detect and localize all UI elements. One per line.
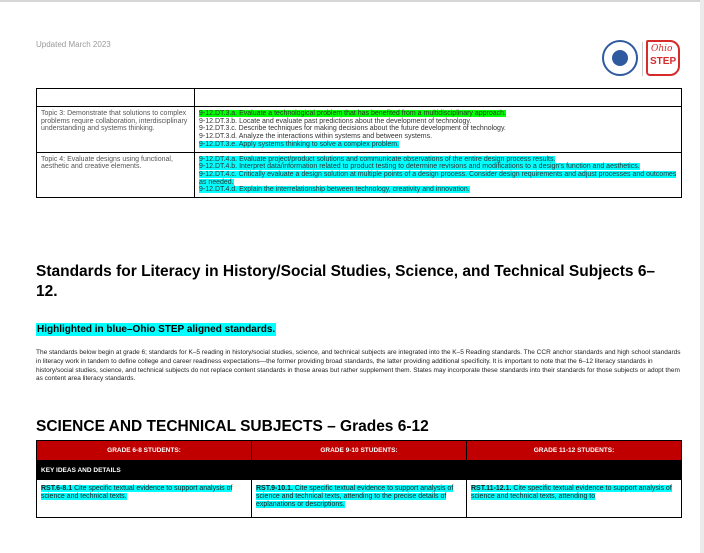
standard-item: 9-12.DT.3.d. Analyze the interactions within systems and between systems. bbox=[199, 133, 433, 141]
standard-code: RST.11-12.1. bbox=[471, 485, 512, 492]
topic-text: Topic 4: Evaluate designs using functional, aesthetic and creative elements. bbox=[41, 155, 173, 171]
section-row bbox=[37, 461, 682, 480]
topic-text: Topic 3: Demonstrate that solutions to complex problems require collaboration, interdisciplinary understanding and systems thinking. bbox=[41, 110, 188, 133]
intro-paragraph: The standards below begin at grade 6; standards for K–5 reading in history/social studies, science, and technical subjects are integrated into the K–5 Reading standards. The CCR anchor standards and high school standards in literacy work in tandem to define college and career readiness expectations—the former providing broad standards, the latter providing additional specificity. It is important to note that the 6–12 literacy standards in history/social studies, science, and technical subjects do not replace content standards in those areas but rather supplement them. States may incorporate these standards into their standards for those subjects or adopt them as content area literacy standards. bbox=[36, 349, 681, 383]
table-row bbox=[37, 107, 682, 153]
standard-item: 9-12.DT.4.d. Explain the interrelationship between technology, creativity and innovation. bbox=[199, 186, 470, 194]
standard-text: Cite specific textual evidence to support analysis of science and technical texts, attending to the precise details of explanations or descriptions. bbox=[256, 485, 454, 508]
topics-table bbox=[36, 88, 682, 198]
grades-table bbox=[36, 440, 682, 518]
science-heading: SCIENCE AND TECHNICAL SUBJECTS – Grades 6-12 bbox=[36, 418, 429, 435]
standard-code: RST.9-10.1. bbox=[256, 485, 293, 492]
grade-cell-11-12 bbox=[467, 480, 682, 518]
standard-item: 9-12.DT.4.a. Evaluate project/product solutions and communicate observations of the entire design process results. bbox=[199, 155, 556, 163]
standard-item: 9-12.DT.3.c. Describe techniques for making decisions about the future development of technology. bbox=[199, 125, 506, 133]
standard-code: RST.6-8.1 bbox=[41, 485, 73, 492]
grade-header-9-10: GRADE 9-10 STUDENTS: bbox=[252, 441, 467, 461]
section-label: KEY IDEAS AND DETAILS bbox=[37, 461, 682, 480]
step-logo-word: STEP bbox=[650, 56, 677, 67]
standard-item: 9-12.DT.3.e. Apply systems thinking to solve a complex problem. bbox=[199, 140, 399, 148]
grades-header-row bbox=[37, 441, 682, 461]
table-cell bbox=[37, 89, 195, 107]
ohio-step-logo bbox=[646, 40, 682, 80]
table-row bbox=[37, 480, 682, 518]
standard-item: 9-12.DT.4.c. Critically evaluate a design solution at multiple points of a design process. Consider design requirements and adjust processes and outcomes as needed. bbox=[199, 170, 677, 186]
page-top-edge bbox=[0, 0, 700, 2]
grade-header-11-12: GRADE 11-12 STUDENTS: bbox=[467, 441, 682, 461]
standard-text: Cite specific textual evidence to support analysis of science and technical texts, attending to bbox=[471, 485, 672, 500]
logo-divider bbox=[642, 42, 643, 76]
topic-cell bbox=[37, 107, 195, 153]
grade-cell-9-10 bbox=[252, 480, 467, 518]
grade-header-6-8: GRADE 6-8 STUDENTS: bbox=[37, 441, 252, 461]
state-seal-logo bbox=[602, 40, 638, 76]
literacy-heading: Standards for Literacy in History/Social Studies, Science, and Technical Subjects 6–12. bbox=[36, 263, 656, 300]
header-logos bbox=[598, 40, 688, 82]
standard-text: Cite specific textual evidence to support analysis of science and technical texts. bbox=[41, 485, 233, 500]
standard-item: 9-12.DT.4.b. Interpret data/information related to product testing to determine revisions and modifications to a design's function and aesthetics. bbox=[199, 163, 640, 171]
standards-cell bbox=[195, 107, 682, 153]
step-aligned-note: Highlighted in blue–Ohio STEP aligned standards. bbox=[37, 324, 276, 335]
topic-cell bbox=[37, 152, 195, 198]
standard-item: 9-12.DT.3.a. Evaluate a technological problem that has benefited from a multidisciplinary approach. bbox=[199, 110, 507, 117]
standards-cell bbox=[195, 152, 682, 198]
table-row-empty bbox=[37, 89, 682, 107]
grade-cell-6-8 bbox=[37, 480, 252, 518]
table-cell bbox=[195, 89, 682, 107]
ohio-logo-word: Ohio bbox=[651, 44, 673, 54]
standard-item: 9-12.DT.3.b. Locate and evaluate past predictions about the development of technology. bbox=[199, 117, 472, 125]
table-row bbox=[37, 152, 682, 198]
updated-date: Updated March 2023 bbox=[36, 40, 111, 49]
